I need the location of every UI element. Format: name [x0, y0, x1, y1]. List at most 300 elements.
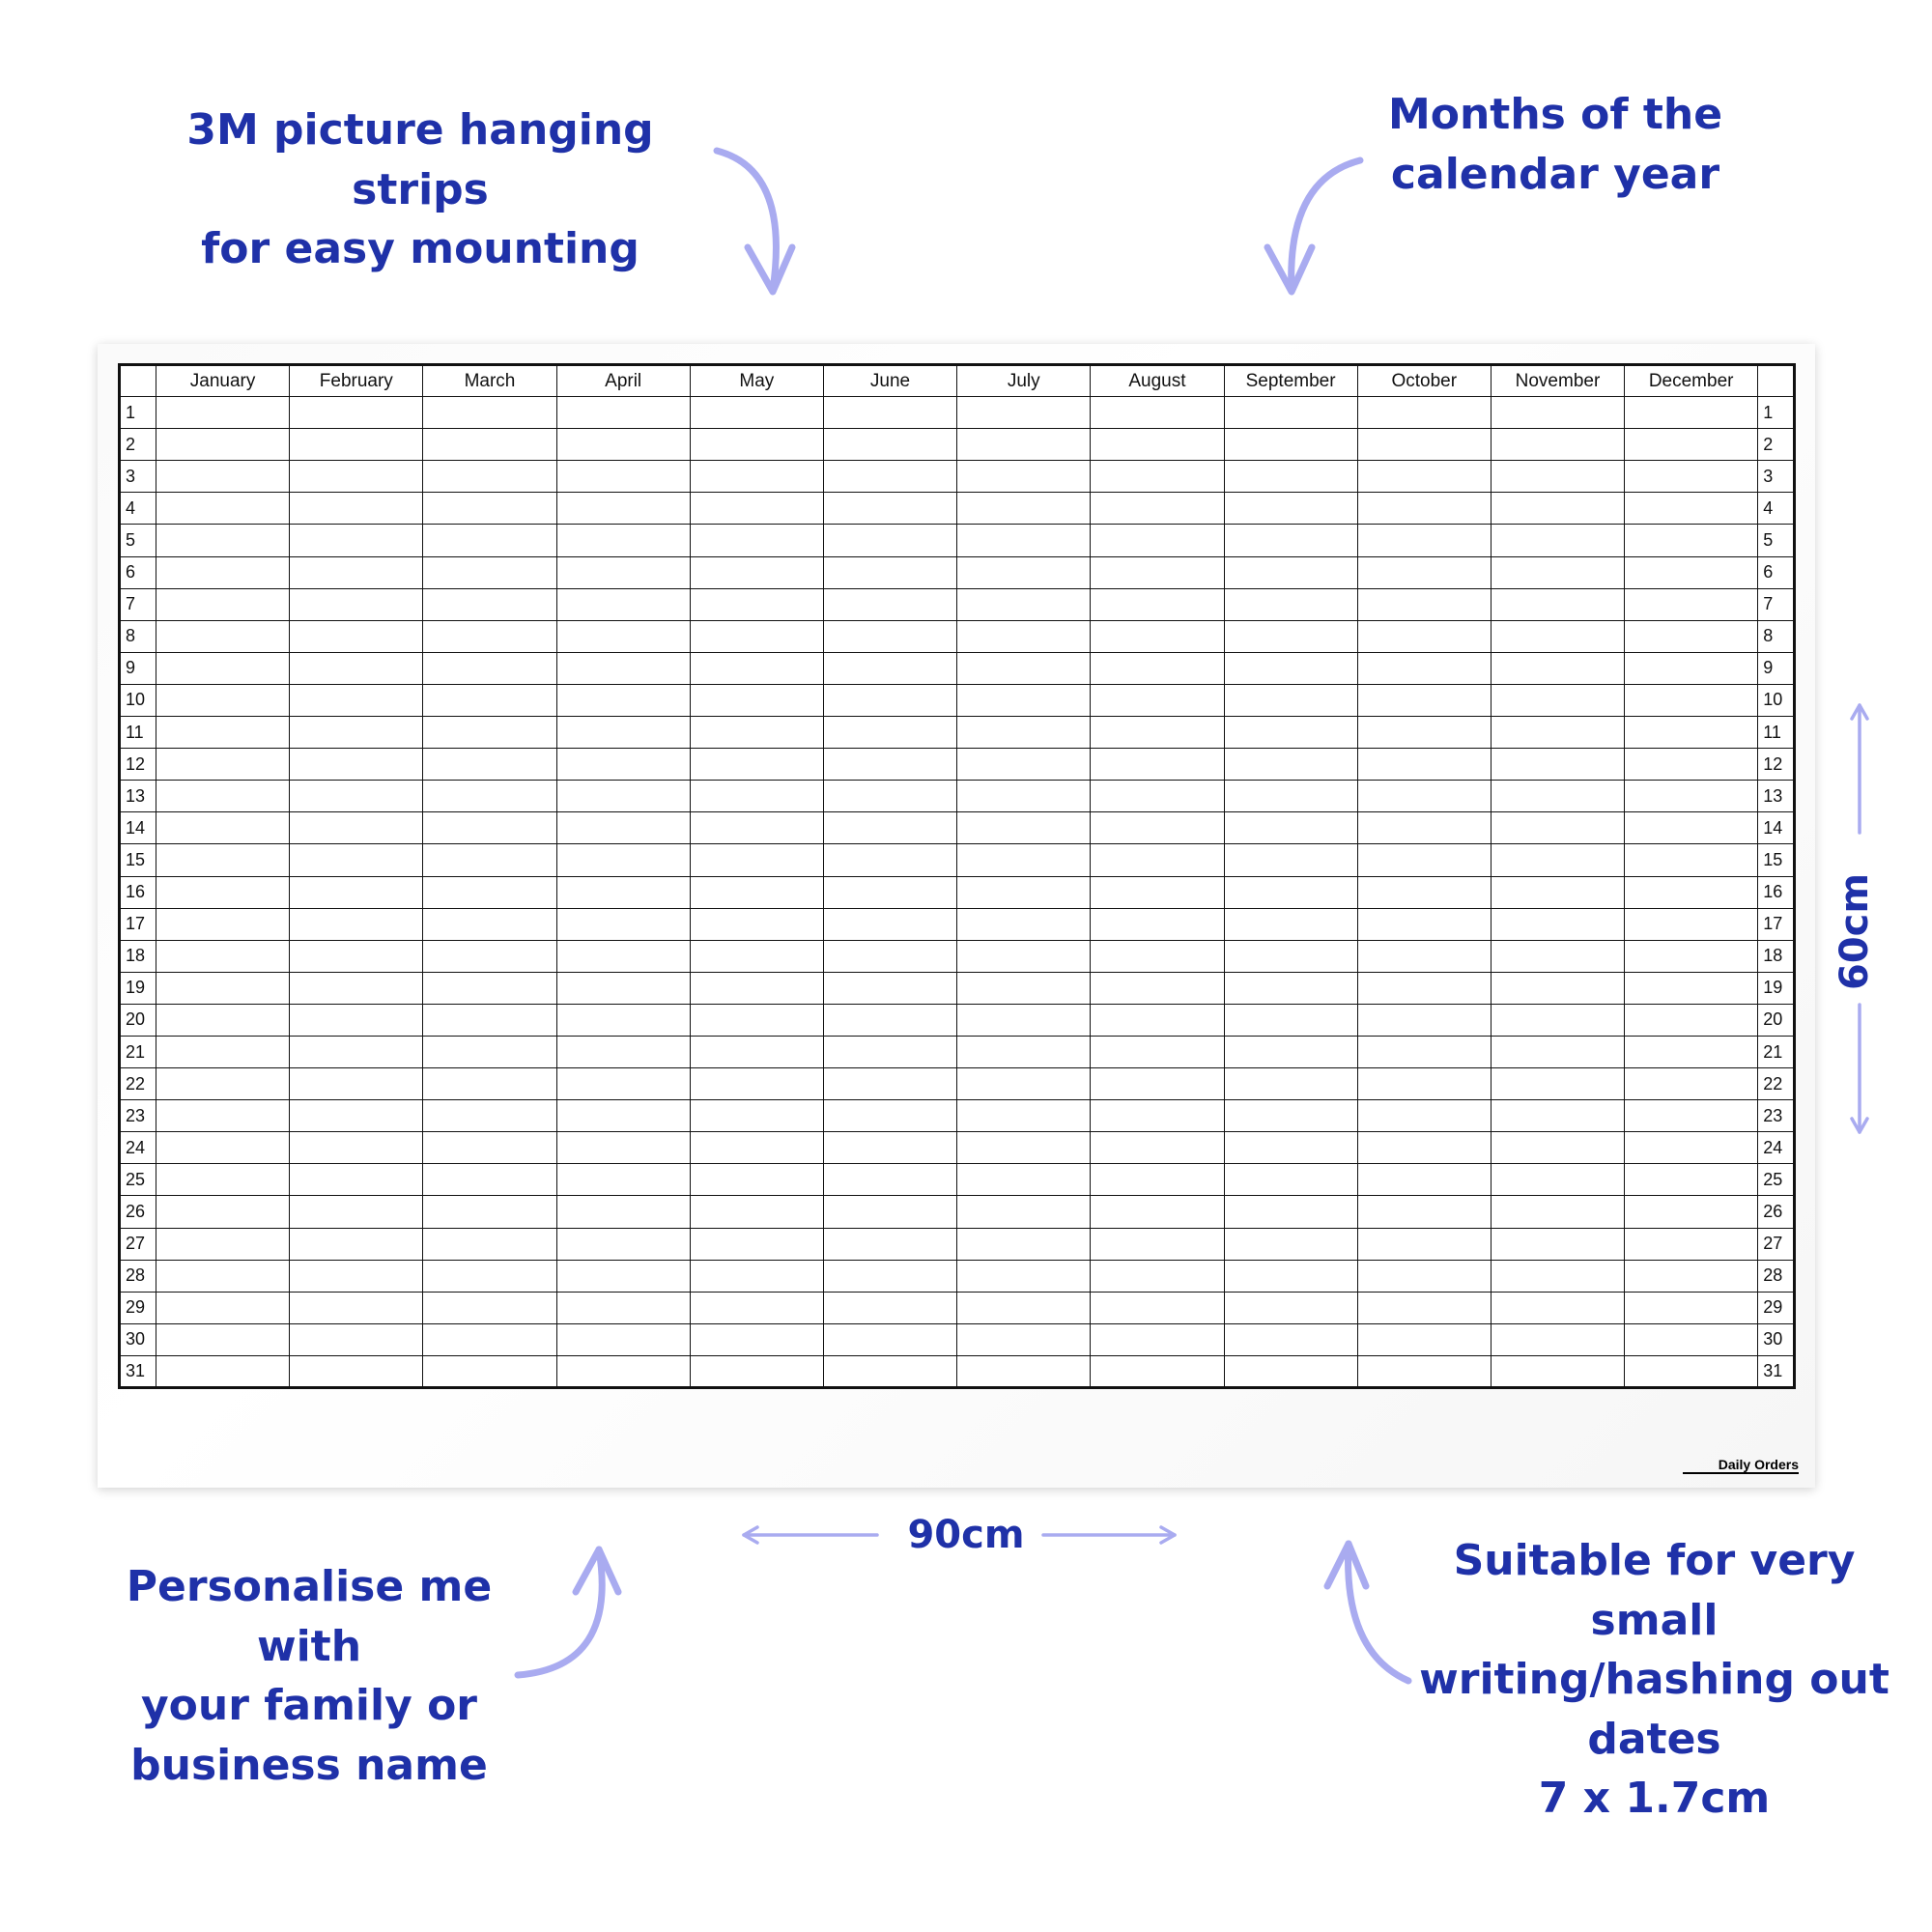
day-cell [823, 1068, 956, 1100]
day-cell [1224, 429, 1357, 461]
day-cell [1357, 429, 1491, 461]
day-cell [423, 1260, 556, 1292]
day-cell [1491, 493, 1624, 525]
day-cell [690, 1100, 823, 1132]
corner-cell [1758, 365, 1795, 397]
month-header-september: September [1224, 365, 1357, 397]
day-row [120, 620, 1795, 652]
day-cell [1224, 1068, 1357, 1100]
height-dimension-label: 60cm [1833, 872, 1877, 990]
day-row [120, 1100, 1795, 1132]
day-cell [423, 588, 556, 620]
day-number-left: 22 [120, 1068, 156, 1100]
day-cell [1224, 525, 1357, 556]
day-cell [290, 876, 423, 908]
day-cell [423, 684, 556, 716]
day-cell [423, 556, 556, 588]
day-cell [1625, 876, 1758, 908]
day-cell [823, 461, 956, 493]
day-cell [156, 1036, 290, 1067]
day-number-left: 17 [120, 908, 156, 940]
day-cell [823, 429, 956, 461]
day-cell [556, 397, 690, 429]
day-cell [556, 620, 690, 652]
callout-personalise [68, 1557, 551, 1795]
day-cell [957, 652, 1091, 684]
day-cell [156, 652, 290, 684]
callout-line: Personalise me with [126, 1562, 493, 1671]
month-header-august: August [1091, 365, 1224, 397]
day-cell [957, 781, 1091, 812]
day-cell [957, 620, 1091, 652]
month-header-december: December [1625, 365, 1758, 397]
day-cell [1625, 1068, 1758, 1100]
day-cell [823, 525, 956, 556]
day-row [120, 781, 1795, 812]
day-number-right: 10 [1758, 684, 1795, 716]
callout-line: dates [1587, 1714, 1721, 1764]
day-cell [1357, 1068, 1491, 1100]
day-cell [690, 1132, 823, 1164]
day-cell [690, 525, 823, 556]
day-cell [1491, 588, 1624, 620]
day-cell [1224, 1196, 1357, 1228]
day-cell [1491, 972, 1624, 1004]
day-cell [423, 781, 556, 812]
day-cell [957, 493, 1091, 525]
day-cell [156, 1292, 290, 1323]
day-cell [1091, 620, 1224, 652]
day-cell [690, 461, 823, 493]
day-cell [1357, 1196, 1491, 1228]
day-cell [690, 908, 823, 940]
day-cell [290, 1164, 423, 1196]
day-cell [290, 1036, 423, 1067]
day-cell [423, 908, 556, 940]
day-cell [1091, 588, 1224, 620]
day-cell [290, 525, 423, 556]
day-cell [690, 1323, 823, 1355]
day-cell [423, 1196, 556, 1228]
day-cell [556, 461, 690, 493]
day-cell [823, 940, 956, 972]
day-cell [690, 1164, 823, 1196]
day-cell [423, 652, 556, 684]
day-cell [1625, 1132, 1758, 1164]
day-cell [556, 1132, 690, 1164]
day-cell [690, 1260, 823, 1292]
day-cell [823, 652, 956, 684]
day-number-left: 28 [120, 1260, 156, 1292]
day-cell [1224, 493, 1357, 525]
day-cell [290, 1004, 423, 1036]
day-cell [1357, 1132, 1491, 1164]
day-cell [1224, 1004, 1357, 1036]
day-cell [690, 812, 823, 844]
day-cell [1224, 1132, 1357, 1164]
day-cell [556, 429, 690, 461]
day-cell [290, 1228, 423, 1260]
day-cell [156, 1004, 290, 1036]
day-cell [156, 1196, 290, 1228]
day-cell [957, 1036, 1091, 1067]
day-cell [1224, 940, 1357, 972]
day-cell [423, 397, 556, 429]
day-number-right: 21 [1758, 1036, 1795, 1067]
day-cell [556, 972, 690, 1004]
day-cell [290, 749, 423, 781]
day-number-right: 19 [1758, 972, 1795, 1004]
day-cell [1625, 717, 1758, 749]
arrowhead-icon [1327, 1544, 1366, 1586]
day-cell [690, 1228, 823, 1260]
day-cell [1625, 588, 1758, 620]
day-cell [1491, 908, 1624, 940]
day-cell [1491, 556, 1624, 588]
day-row [120, 717, 1795, 749]
day-number-left: 5 [120, 525, 156, 556]
day-cell [156, 493, 290, 525]
day-cell [690, 1004, 823, 1036]
day-cell [690, 1036, 823, 1067]
day-cell [823, 717, 956, 749]
day-cell [957, 1164, 1091, 1196]
day-cell [1091, 429, 1224, 461]
day-cell [423, 876, 556, 908]
day-row [120, 1323, 1795, 1355]
day-cell [1224, 908, 1357, 940]
month-header-row [120, 365, 1795, 397]
day-number-left: 27 [120, 1228, 156, 1260]
day-number-left: 29 [120, 1292, 156, 1323]
day-cell [1224, 844, 1357, 876]
day-row [120, 1036, 1795, 1067]
day-cell [1091, 717, 1224, 749]
day-cell [1491, 1196, 1624, 1228]
arrowhead-icon [1161, 1527, 1175, 1543]
month-header-may: May [690, 365, 823, 397]
day-cell [423, 972, 556, 1004]
arrowhead-icon [1267, 247, 1312, 292]
day-cell [1357, 461, 1491, 493]
day-cell [690, 1068, 823, 1100]
day-cell [1491, 1260, 1624, 1292]
arrowhead-icon [1852, 705, 1867, 719]
day-row [120, 812, 1795, 844]
day-cell [423, 1164, 556, 1196]
day-cell [1491, 1323, 1624, 1355]
day-row [120, 429, 1795, 461]
day-cell [1625, 493, 1758, 525]
day-cell [690, 1196, 823, 1228]
day-cell [290, 781, 423, 812]
day-number-right: 30 [1758, 1323, 1795, 1355]
day-cell [1091, 1355, 1224, 1387]
day-number-left: 1 [120, 397, 156, 429]
day-cell [1625, 429, 1758, 461]
day-cell [556, 588, 690, 620]
day-cell [556, 1355, 690, 1387]
day-cell [423, 1068, 556, 1100]
day-cell [156, 1228, 290, 1260]
day-cell [423, 940, 556, 972]
day-row [120, 1228, 1795, 1260]
day-cell [690, 972, 823, 1004]
day-number-left: 4 [120, 493, 156, 525]
day-cell [1357, 844, 1491, 876]
day-cell [1357, 1355, 1491, 1387]
day-cell [690, 876, 823, 908]
day-cell [1357, 493, 1491, 525]
day-number-left: 19 [120, 972, 156, 1004]
day-row [120, 1164, 1795, 1196]
day-row [120, 1068, 1795, 1100]
day-cell [423, 844, 556, 876]
day-cell [1491, 652, 1624, 684]
day-cell [957, 844, 1091, 876]
day-number-right: 11 [1758, 717, 1795, 749]
day-cell [156, 1068, 290, 1100]
day-number-left: 25 [120, 1164, 156, 1196]
day-number-left: 2 [120, 429, 156, 461]
day-number-left: 26 [120, 1196, 156, 1228]
day-cell [957, 429, 1091, 461]
day-number-left: 6 [120, 556, 156, 588]
day-number-right: 5 [1758, 525, 1795, 556]
day-cell [556, 940, 690, 972]
day-cell [1357, 717, 1491, 749]
brand-logo: Daily Orders [1683, 1457, 1799, 1474]
day-row [120, 876, 1795, 908]
day-cell [156, 908, 290, 940]
day-cell [957, 556, 1091, 588]
day-cell [1224, 1355, 1357, 1387]
day-row [120, 588, 1795, 620]
day-cell [1224, 812, 1357, 844]
day-cell [1091, 397, 1224, 429]
curved-arrow-icon [717, 151, 776, 290]
day-cell [1091, 972, 1224, 1004]
day-cell [423, 620, 556, 652]
callout-line: writing/hashing out [1419, 1655, 1889, 1705]
month-header-november: November [1491, 365, 1624, 397]
day-cell [156, 684, 290, 716]
day-cell [1491, 1036, 1624, 1067]
day-row [120, 397, 1795, 429]
day-cell [1357, 1228, 1491, 1260]
day-number-left: 21 [120, 1036, 156, 1067]
day-cell [1491, 1355, 1624, 1387]
day-cell [823, 1132, 956, 1164]
day-cell [423, 1323, 556, 1355]
day-cell [1091, 1228, 1224, 1260]
day-cell [556, 1100, 690, 1132]
day-cell [690, 556, 823, 588]
day-cell [1091, 461, 1224, 493]
day-cell [1091, 1260, 1224, 1292]
day-row [120, 684, 1795, 716]
day-cell [423, 493, 556, 525]
day-cell [823, 1292, 956, 1323]
day-cell [957, 588, 1091, 620]
day-cell [1625, 1260, 1758, 1292]
day-cell [1625, 1228, 1758, 1260]
day-row [120, 652, 1795, 684]
day-cell [690, 588, 823, 620]
day-cell [823, 1164, 956, 1196]
day-number-left: 20 [120, 1004, 156, 1036]
day-cell [1357, 749, 1491, 781]
day-cell [1491, 461, 1624, 493]
day-cell [290, 620, 423, 652]
day-cell [1224, 1164, 1357, 1196]
day-cell [1491, 781, 1624, 812]
day-cell [290, 1100, 423, 1132]
width-dimension-label: 90cm [907, 1513, 1025, 1557]
day-cell [556, 1068, 690, 1100]
day-cell [290, 652, 423, 684]
day-cell [156, 1164, 290, 1196]
month-header-february: February [290, 365, 423, 397]
day-cell [556, 1228, 690, 1260]
day-cell [423, 812, 556, 844]
day-cell [423, 429, 556, 461]
day-cell [556, 812, 690, 844]
day-number-left: 7 [120, 588, 156, 620]
month-header-october: October [1357, 365, 1491, 397]
day-cell [1091, 1132, 1224, 1164]
day-cell [1357, 940, 1491, 972]
day-cell [690, 429, 823, 461]
day-row [120, 525, 1795, 556]
day-cell [1491, 684, 1624, 716]
callout-line: for easy mounting [201, 224, 639, 274]
day-cell [156, 717, 290, 749]
day-cell [1091, 1068, 1224, 1100]
day-cell [823, 749, 956, 781]
day-cell [556, 876, 690, 908]
day-number-left: 3 [120, 461, 156, 493]
day-row [120, 940, 1795, 972]
day-cell [1091, 556, 1224, 588]
day-cell [156, 588, 290, 620]
day-cell [556, 1196, 690, 1228]
day-cell [957, 972, 1091, 1004]
day-cell [156, 749, 290, 781]
day-cell [823, 972, 956, 1004]
day-cell [290, 493, 423, 525]
day-cell [290, 397, 423, 429]
day-cell [156, 1260, 290, 1292]
day-row [120, 908, 1795, 940]
month-header-january: January [156, 365, 290, 397]
day-cell [957, 876, 1091, 908]
day-cell [957, 1004, 1091, 1036]
day-cell [1357, 1100, 1491, 1132]
day-number-right: 1 [1758, 397, 1795, 429]
day-cell [156, 1100, 290, 1132]
day-cell [556, 1323, 690, 1355]
day-cell [957, 525, 1091, 556]
day-cell [1224, 876, 1357, 908]
day-cell [957, 1260, 1091, 1292]
day-cell [823, 1228, 956, 1260]
day-row [120, 493, 1795, 525]
day-number-right: 25 [1758, 1164, 1795, 1196]
day-cell [156, 940, 290, 972]
day-cell [1357, 1260, 1491, 1292]
callout-line: calendar year [1390, 149, 1720, 199]
day-cell [1224, 1100, 1357, 1132]
day-cell [556, 1292, 690, 1323]
day-row [120, 556, 1795, 588]
day-number-right: 20 [1758, 1004, 1795, 1036]
day-cell [423, 717, 556, 749]
day-cell [823, 812, 956, 844]
day-cell [1491, 1100, 1624, 1132]
day-number-right: 22 [1758, 1068, 1795, 1100]
day-cell [1357, 652, 1491, 684]
day-number-left: 10 [120, 684, 156, 716]
day-cell [1224, 1260, 1357, 1292]
day-cell [1357, 1036, 1491, 1067]
day-cell [690, 781, 823, 812]
day-cell [957, 1068, 1091, 1100]
day-cell [156, 844, 290, 876]
callout-line: 7 x 1.7cm [1538, 1774, 1771, 1824]
day-cell [823, 684, 956, 716]
day-cell [290, 972, 423, 1004]
day-cell [1091, 812, 1224, 844]
day-cell [156, 972, 290, 1004]
day-cell [1357, 397, 1491, 429]
day-cell [690, 684, 823, 716]
day-number-right: 18 [1758, 940, 1795, 972]
day-cell [1224, 684, 1357, 716]
day-cell [1224, 397, 1357, 429]
day-cell [823, 556, 956, 588]
day-number-right: 27 [1758, 1228, 1795, 1260]
day-row [120, 1292, 1795, 1323]
day-cell [156, 397, 290, 429]
day-cell [823, 1260, 956, 1292]
day-cell [1224, 620, 1357, 652]
day-cell [1625, 1004, 1758, 1036]
day-cell [556, 781, 690, 812]
day-cell [423, 1100, 556, 1132]
day-cell [1491, 876, 1624, 908]
day-cell [957, 397, 1091, 429]
month-header-april: April [556, 365, 690, 397]
day-cell [1625, 556, 1758, 588]
day-cell [823, 1004, 956, 1036]
day-cell [690, 940, 823, 972]
day-cell [290, 1292, 423, 1323]
callout-line: Months of the [1387, 90, 1723, 139]
day-number-right: 23 [1758, 1100, 1795, 1132]
day-number-left: 11 [120, 717, 156, 749]
day-cell [1625, 972, 1758, 1004]
day-cell [1491, 717, 1624, 749]
day-number-right: 12 [1758, 749, 1795, 781]
day-cell [823, 876, 956, 908]
day-cell [156, 620, 290, 652]
day-cell [1625, 1164, 1758, 1196]
day-cell [1091, 1323, 1224, 1355]
day-cell [1491, 844, 1624, 876]
day-cell [823, 397, 956, 429]
day-cell [556, 1036, 690, 1067]
